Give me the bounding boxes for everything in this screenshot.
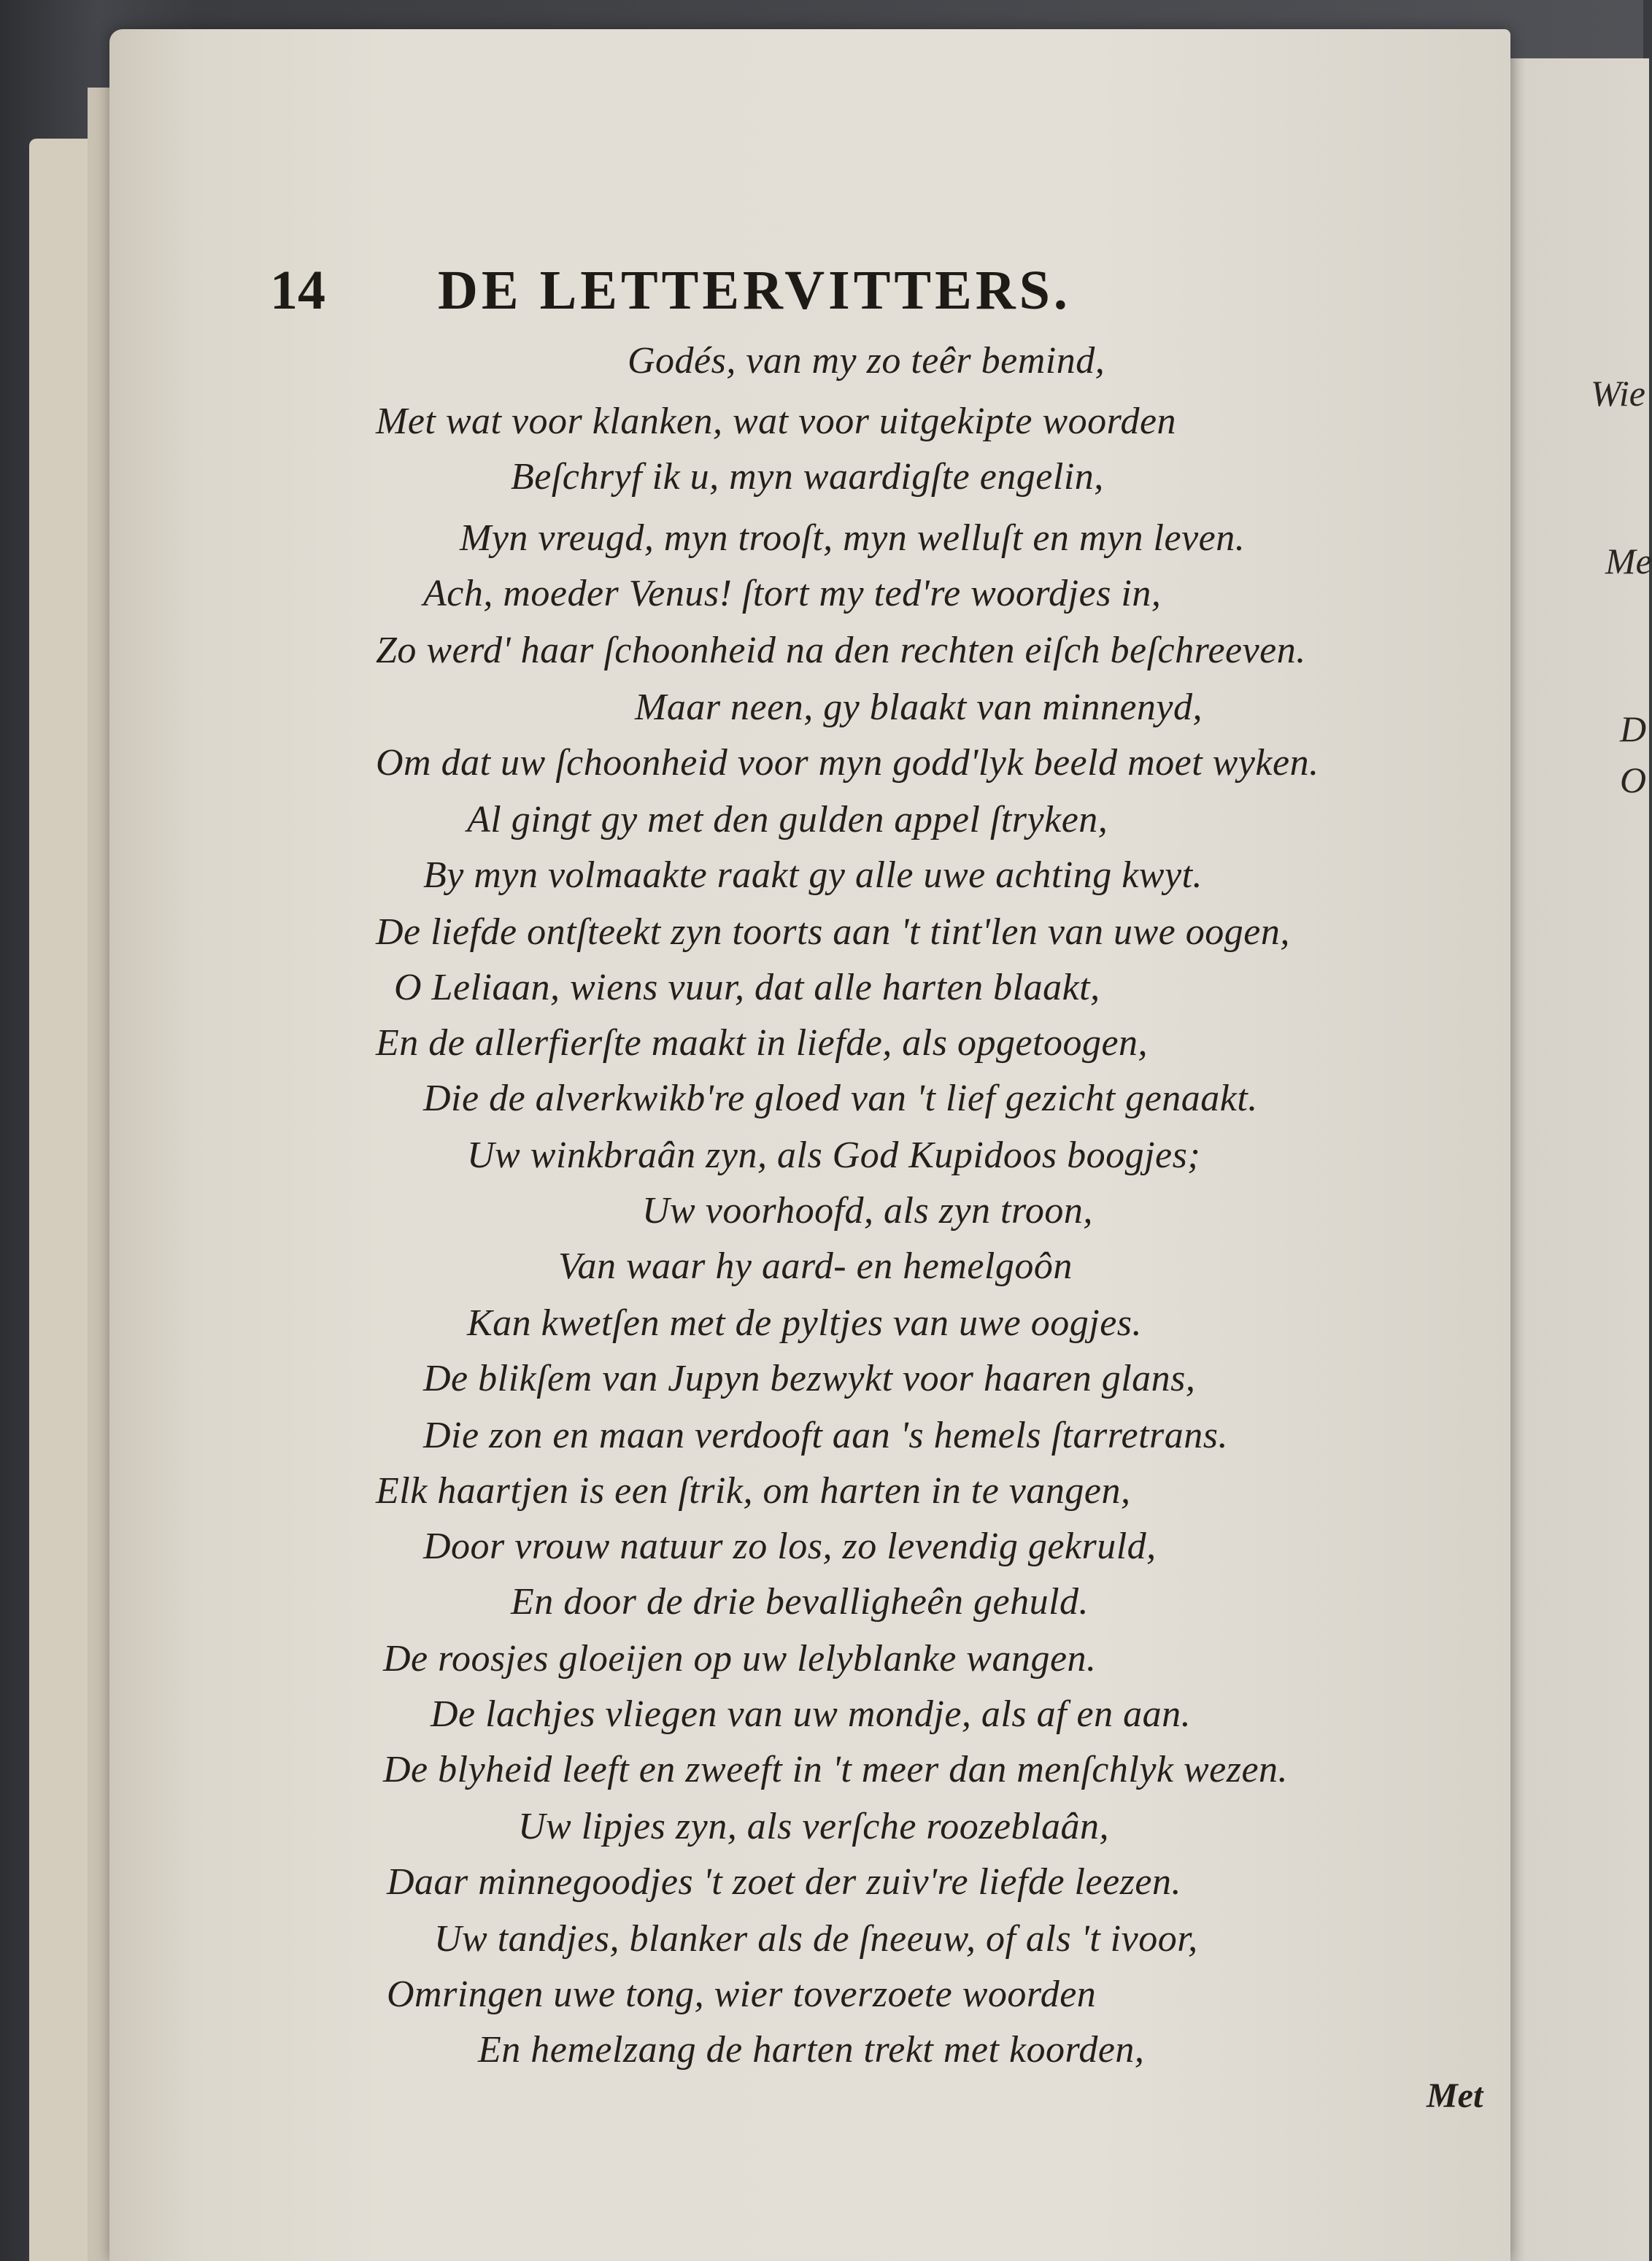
poem-line: Myn vreugd, myn trooſt, myn welluſt en myn leven.	[460, 517, 1246, 559]
poem-line: De liefde ontſteekt zyn toorts aan 't tint'len van uwe oogen,	[376, 911, 1290, 953]
poem-line: Die de alverkwikb're gloed van 't lief gezicht genaakt.	[423, 1078, 1258, 1119]
poem-line: De blyheid leeft en zweeft in 't meer dan menſchlyk wezen.	[383, 1749, 1289, 1790]
poem-line: Maar neen, gy blaakt van minnenyd,	[635, 687, 1203, 728]
poem-line: Ach, moeder Venus! ſtort my ted're woordjes in,	[423, 573, 1162, 614]
poem-line: Uw tandjes, blanker als de ſneeuw, of als 't ivoor,	[434, 1918, 1198, 1960]
page-number: 14	[270, 260, 325, 321]
poem-line: By myn volmaakte raakt gy alle uwe achting kwyt.	[423, 854, 1203, 896]
facing-page-fragment: Me	[1605, 541, 1652, 581]
poem-line: En de allerfierſte maakt in liefde, als opgetoogen,	[376, 1022, 1149, 1064]
poem-line: Beſchryf ik u, myn waardigſte engelin,	[511, 456, 1104, 498]
poem-line: En door de drie bevalligheên gehuld.	[511, 1581, 1089, 1623]
poem-line: Die zon en maan verdooft aan 's hemels ſtarretrans.	[423, 1415, 1229, 1456]
poem-line: Uw winkbraân zyn, als God Kupidoos boogjes;	[467, 1135, 1201, 1176]
facing-page-fragment: Wie	[1591, 373, 1645, 414]
poem-line: De blikſem van Jupyn bezwykt voor haaren glans,	[423, 1358, 1196, 1399]
facing-page-fragment: O	[1620, 760, 1647, 800]
page-header	[270, 259, 1401, 332]
poem-line: Omringen uwe tong, wier toverzoete woorden	[387, 1974, 1097, 2015]
facing-page-fragment: D	[1620, 708, 1647, 749]
poem-line: En hemelzang de harten trekt met koorden,	[478, 2029, 1145, 2071]
poem-line: Godés, van my zo teêr bemind,	[628, 340, 1105, 382]
poem-line: Zo werd' haar ſchoonheid na den rechten eiſch beſchreeven.	[376, 630, 1306, 671]
poem-line: O Leliaan, wiens vuur, dat alle harten blaakt,	[394, 967, 1100, 1008]
poem-line: Met wat voor klanken, wat voor uitgekipte woorden	[376, 401, 1177, 442]
poem-line: Door vrouw natuur zo los, zo levendig gekruld,	[423, 1526, 1157, 1567]
poem-line: Van waar hy aard- en hemelgoôn	[558, 1245, 1073, 1287]
poem-line: Om dat uw ſchoonheid voor myn godd'lyk beeld moet wyken.	[376, 742, 1319, 784]
facing-page	[1503, 58, 1652, 2261]
poem-line: De roosjes gloeijen op uw lelyblanke wangen.	[383, 1638, 1097, 1680]
poem-line: Uw lipjes zyn, als verſche roozeblaân,	[518, 1806, 1109, 1847]
poem-line: Elk haartjen is een ſtrik, om harten in te vangen,	[376, 1470, 1131, 1512]
poem-line: Kan kwetſen met de pyltjes van uwe oogjes.	[467, 1302, 1143, 1344]
poem-line: Uw voorhoofd, als zyn troon,	[642, 1190, 1093, 1232]
catchword: Met	[1427, 2076, 1483, 2115]
poem-line: Daar minnegoodjes 't zoet der zuiv're liefde leezen.	[387, 1861, 1181, 1903]
poem-line: De lachjes vliegen van uw mondje, als af en aan.	[431, 1693, 1192, 1735]
poem-line: Al gingt gy met den gulden appel ſtryken,	[467, 799, 1108, 840]
running-title: DE LETTERVITTERS.	[438, 260, 1071, 321]
